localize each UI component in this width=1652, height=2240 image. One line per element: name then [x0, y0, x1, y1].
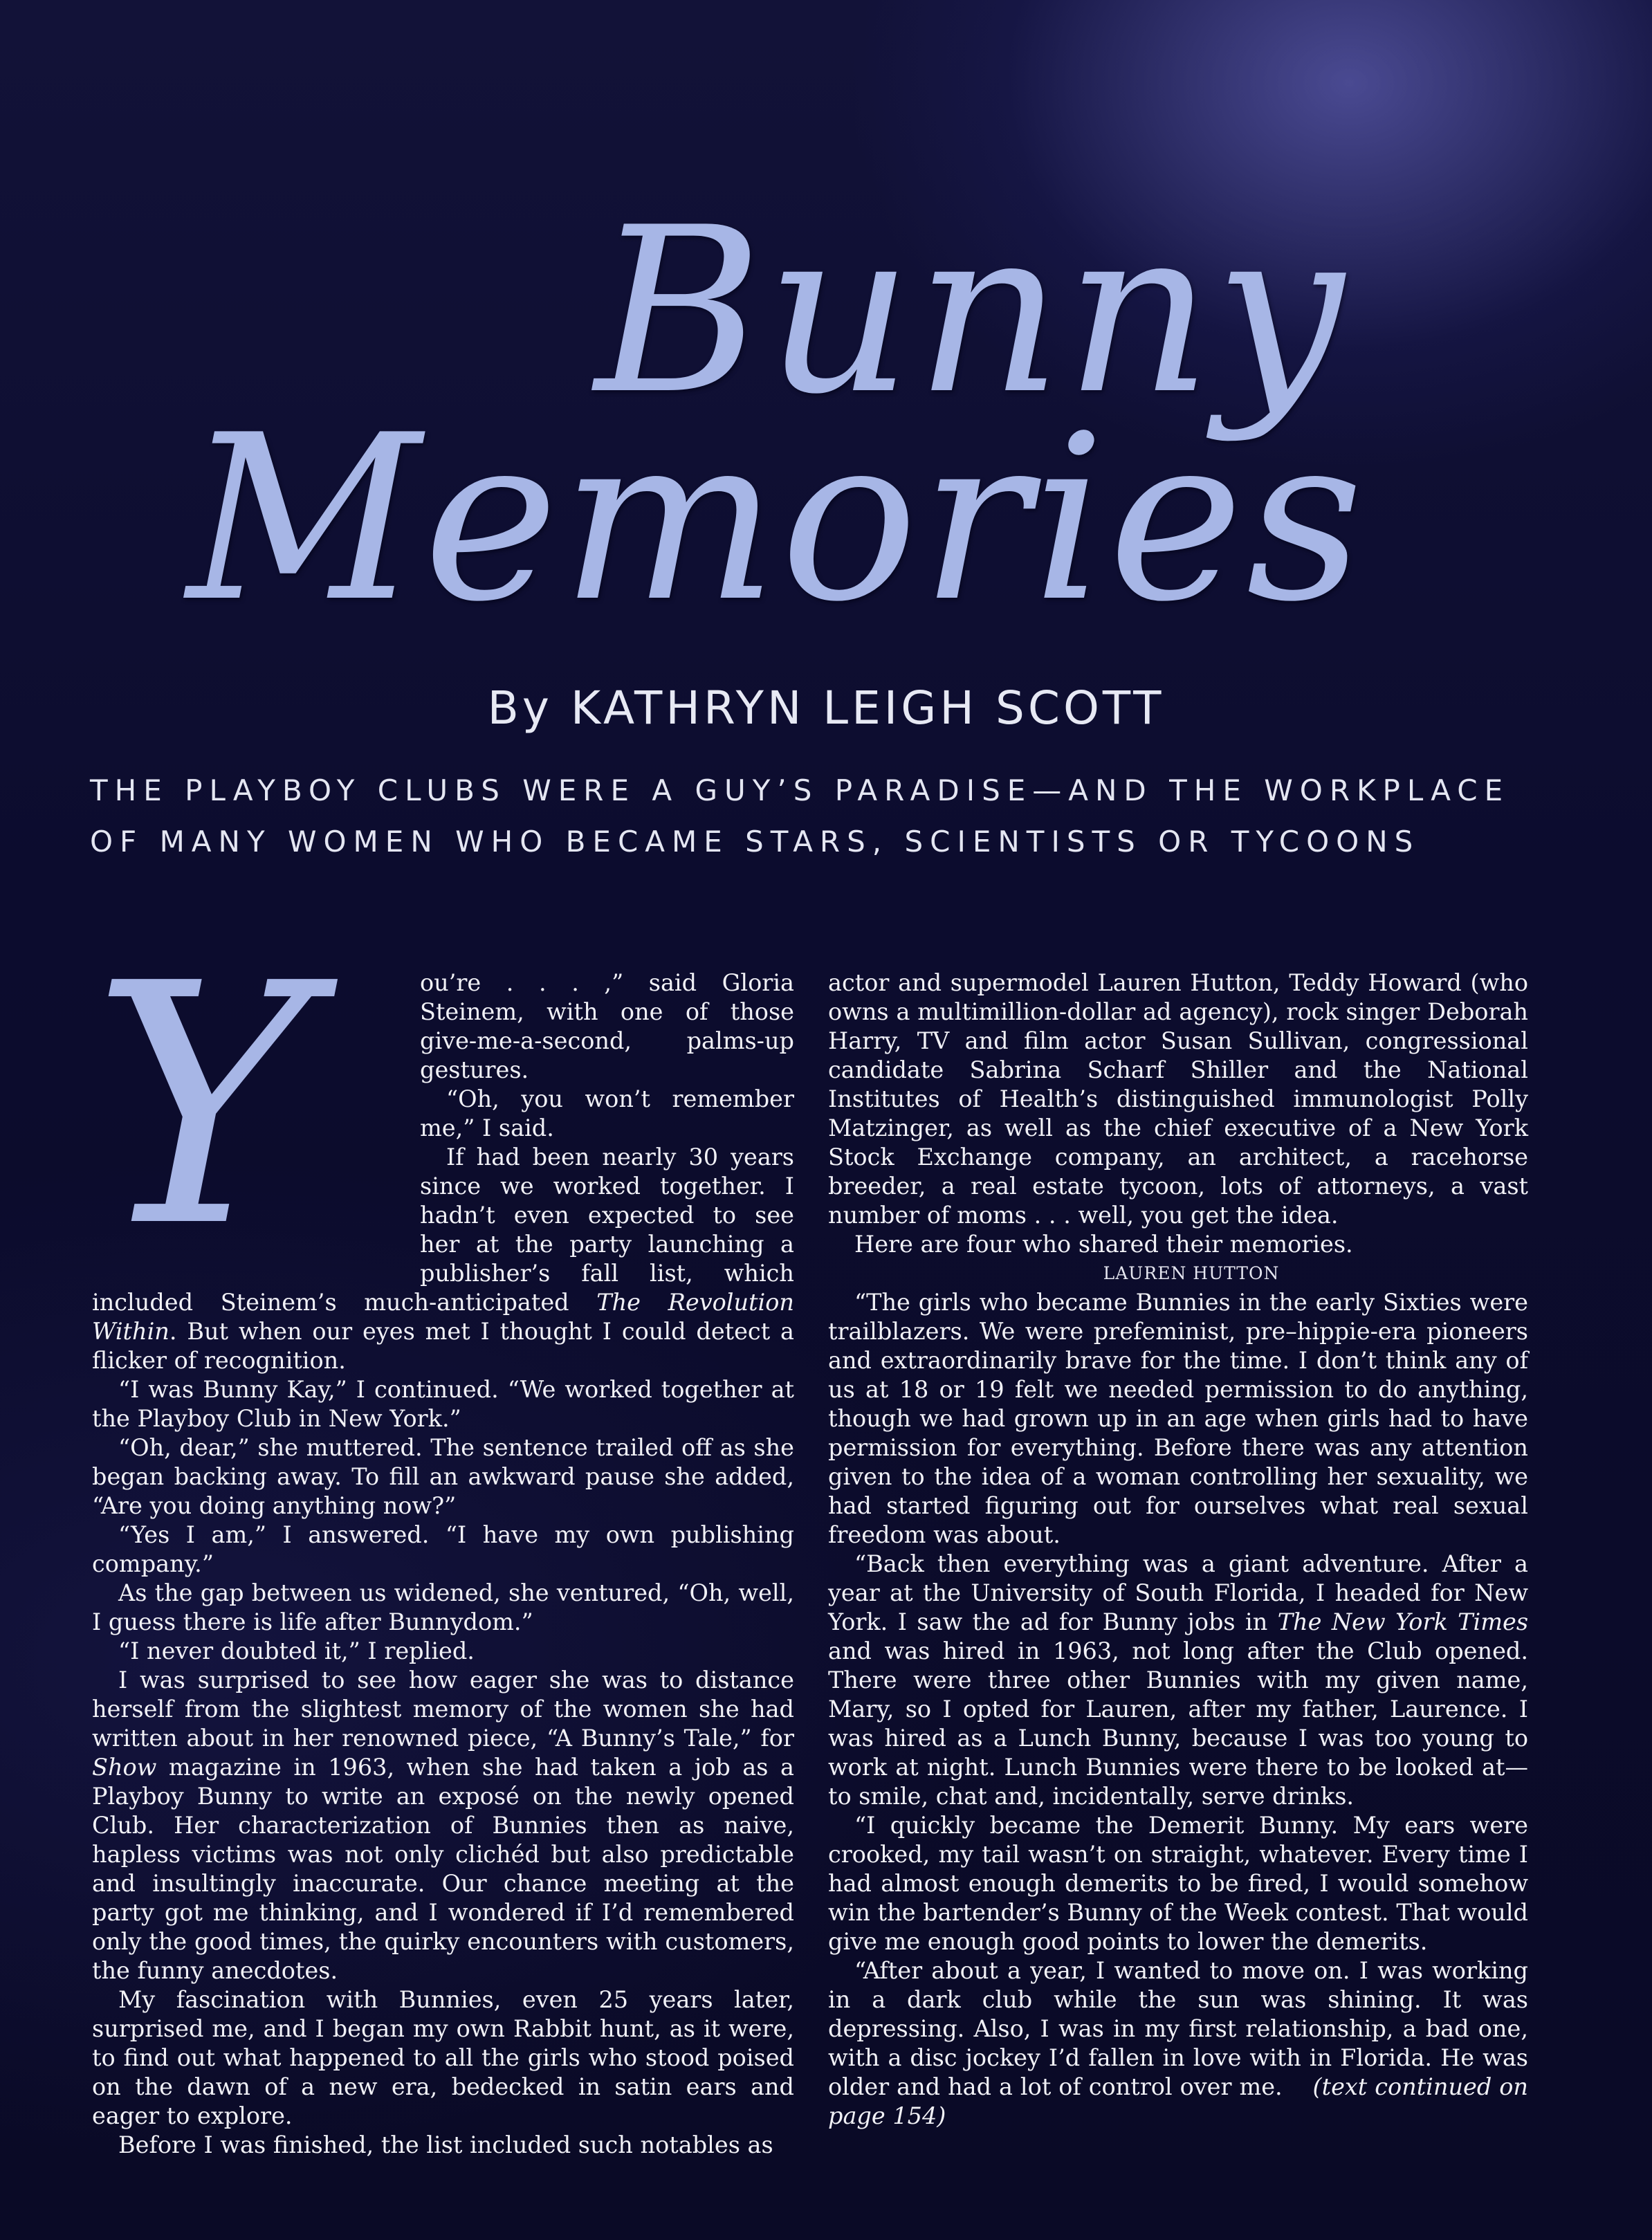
paragraph: I was surprised to see how eager she was to distance herself from the slightest memory of the women she had written about in her renowned piece, “A Bunny’s Tale,” for Show magazine in 1963, when she had taken a job as a Playboy Bunny to write an exposé on the newly opened Club. Her characterization of Bunnies then as naive, hapless victims was not only clichéd but also predictable and insultingly inaccurate. Our chance meeting at the party got me thinking, and I wondered if I’d remembered only the good times, the quirky encounters with customers, the funny anecdotes. — [92, 1667, 794, 1984]
drop-cap-letter: Y — [92, 913, 311, 1300]
continued-note: (text continued on page 154) — [828, 2073, 1528, 2129]
byline: By KATHRYN LEIGH SCOTT — [487, 681, 1165, 735]
paragraph: “Back then everything was a giant adventure. After a year at the University of South Florida, I headed for New York. I saw the ad for Bunny jobs in The New York Times and was hired in 1963, not long after the Club opened. There were three other Bunnies with my given name, Mary, so I opted for Lauren, after my father, Laurence. I was hired as a Lunch Bunny, because I was too young to work at night. Lunch Bunnies were there to be looked at—to smile, chat and, incidentally, serve drinks. — [828, 1550, 1529, 1810]
magazine-title: Show — [92, 1754, 157, 1781]
paragraph: ou’re . . . ,” said Gloria Steinem, with one of those give-me-a-second, palms-up gestures. — [420, 969, 794, 1083]
paragraph: “Oh, dear,” she muttered. The sentence trailed off as she began backing away. To fill an awkward pause she added, “Are you doing anything now?” — [92, 1434, 794, 1519]
deck-line-1: THE PLAYBOY CLUBS WERE A GUY’S PARADISE—AND THE WORKPLACE — [90, 773, 1510, 807]
book-title: The Revolution Within — [92, 1289, 794, 1345]
drop-cap — [85, 913, 417, 1300]
article-column-left — [92, 913, 794, 2160]
title-bunny: Bunny — [595, 178, 1347, 444]
paragraph: If had been nearly 30 years since we worked together. I hadn’t even expected to see her at the party launching a publisher’s fall list, which included Steinem’s much-anticipated The Revolution Within. But when our eyes met I thought I could detect a flicker of recognition. — [92, 1144, 794, 1374]
title-memories: Memories — [187, 386, 1366, 652]
paragraph: Before I was finished, the list included such notables as — [118, 2131, 773, 2158]
newspaper-title: The New York Times — [1277, 1608, 1529, 1635]
paragraph: “After about a year, I wanted to move on. I was working in a dark club while the sun was shining. It was depressing. Also, I was in my first relationship, a bad one, with a disc jockey I’d fallen in love with in Florida. He was older and had a lot of control over me. (text continued on page 154) — [828, 1957, 1528, 2129]
paragraph: “Yes I am,” I answered. “I have my own publishing company.” — [92, 1521, 794, 1577]
article-column-right — [828, 968, 1528, 2131]
paragraph: actor and supermodel Lauren Hutton, Teddy Howard (who owns a multimillion-dollar ad agency), rock singer Deborah Harry, TV and film actor Susan Sullivan, congressional candidate Sabrina Scharf Shiller and the National Institutes of Health’s distinguished immunologist Polly Matzinger, as well as the chief executive of a New York Stock Exchange company, an architect, a racehorse breeder, a real estate tycoon, lots of attorneys, a vast number of moms . . . well, you get the idea. — [828, 969, 1528, 1229]
paragraph: “I never doubted it,” I replied. — [118, 1637, 475, 1664]
paragraph: “I was Bunny Kay,” I continued. “We worked together at the Playboy Club in New York.” — [92, 1376, 794, 1432]
paragraph: “I quickly became the Demerit Bunny. My ears were crooked, my tail wasn’t on straight, whatever. Every time I had almost enough demerits to be fired, I would somehow win the bartender’s Bunny of the Week contest. That would give me enough good points to lower the demerits. — [828, 1812, 1528, 1955]
paragraph: Here are four who shared their memories. — [854, 1231, 1353, 1258]
paragraph: “The girls who became Bunnies in the early Sixties were trailblazers. We were prefeminist, pre–hippie-era pioneers and extraordinarily brave for the time. I don’t think any of us at 18 or 19 felt we needed permission to do anything, though we had grown up in an age when girls had to have permission for everything. Before there was any attention given to the idea of a woman controlling her sexuality, we had started figuring out for ourselves what real sexual freedom was about. — [828, 1289, 1528, 1548]
paragraph: My fascination with Bunnies, even 25 years later, surprised me, and I began my own Rabbit hunt, as it were, to find out what happened to all the girls who stood poised on the dawn of a new era, bedecked in satin ears and eager to explore. — [92, 1986, 794, 2129]
section-subhead: LAUREN HUTTON — [1103, 1263, 1280, 1283]
deck-line-2: OF MANY WOMEN WHO BECAME STARS, SCIENTISTS OR TYCOONS — [90, 825, 1420, 859]
paragraph: As the gap between us widened, she ventured, “Oh, well, I guess there is life after Bunnydom.” — [92, 1579, 794, 1635]
paragraph: “Oh, you won’t remember me,” I said. — [420, 1085, 794, 1141]
